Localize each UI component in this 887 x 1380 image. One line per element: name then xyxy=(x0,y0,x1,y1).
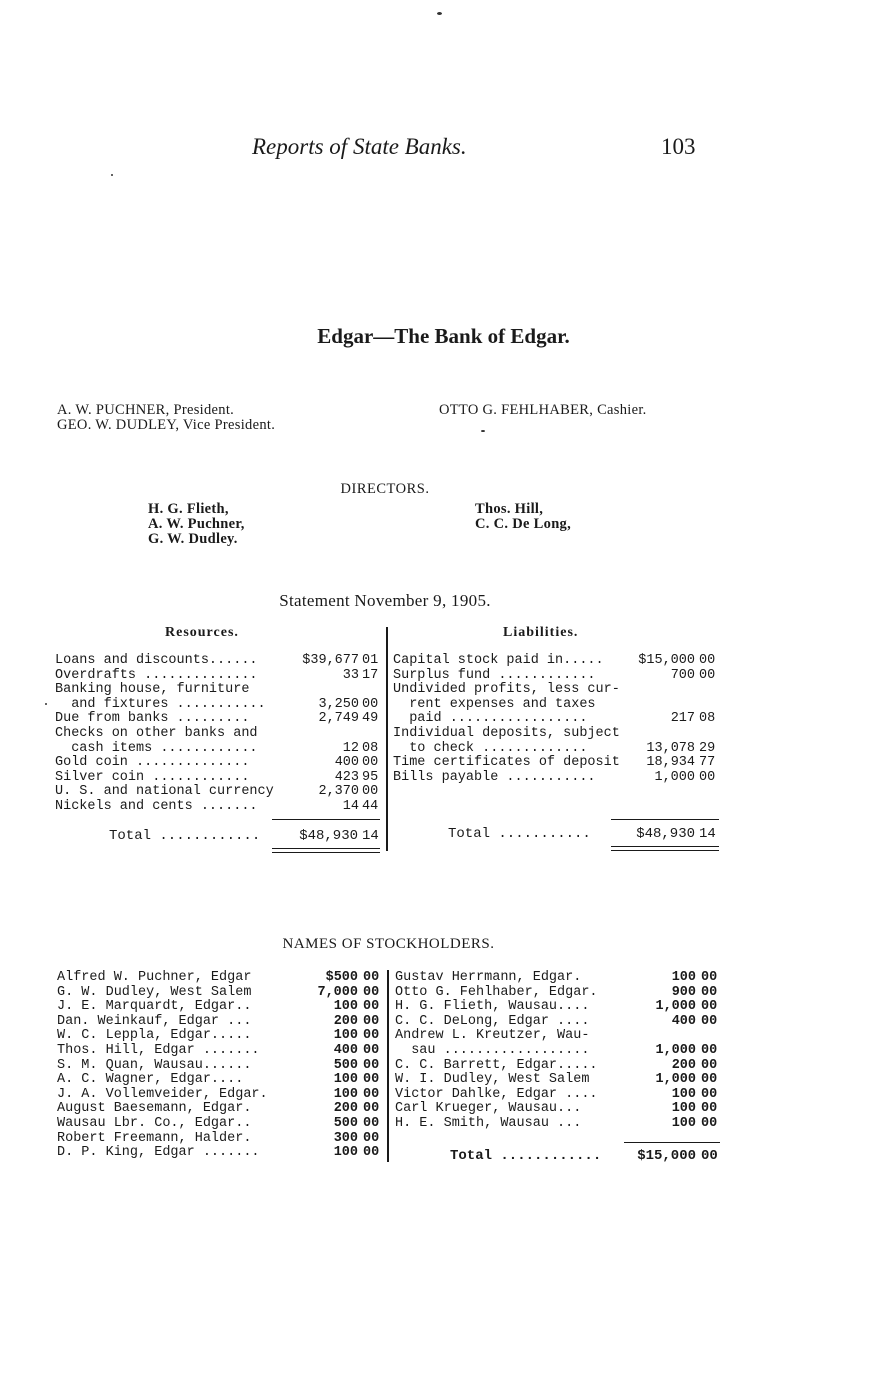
print-speck xyxy=(45,703,47,705)
stockholder-row-dollars: 100 xyxy=(671,1101,696,1117)
stockholder-row xyxy=(395,1088,723,1103)
stockholder-row-dollars: 100 xyxy=(671,1086,696,1102)
stockholder-row-cents: 00 xyxy=(701,970,718,985)
print-speck xyxy=(481,430,485,432)
stockholder-row-cents: 00 xyxy=(363,1043,380,1058)
stockholder-row-dollars: 200 xyxy=(333,1101,358,1117)
liability-row-label: rent expenses and taxes xyxy=(393,696,596,712)
resources-heading: Resources. xyxy=(165,625,239,640)
liability-row-dollars: $15,000 xyxy=(638,653,695,668)
stockholder-row-cents: 00 xyxy=(701,1116,718,1131)
stockholder-row-cents: 00 xyxy=(363,1130,380,1146)
running-title: Reports of State Banks. xyxy=(252,134,467,159)
resource-row-cents: 44 xyxy=(362,799,379,814)
stockholder-row xyxy=(57,986,385,1001)
resource-row-label: U. S. and national currency xyxy=(55,784,274,800)
stockholder-row xyxy=(395,1102,723,1117)
stockholders-total-cents: 00 xyxy=(701,1148,718,1164)
resource-row-label: and fixtures ........... xyxy=(55,696,266,712)
stockholder-row-cents: 00 xyxy=(701,1101,718,1117)
stockholder-row-cents: 00 xyxy=(363,1086,380,1102)
stockholder-row-label: A. C. Wagner, Edgar.... xyxy=(57,1072,244,1088)
stockholder-row-label: H. G. Flieth, Wausau.... xyxy=(395,999,590,1015)
resource-row xyxy=(55,785,385,800)
resource-row xyxy=(55,698,385,713)
stockholder-row-label: Gustav Herrmann, Edgar. xyxy=(395,970,582,985)
stockholder-row-label: S. M. Quan, Wausau...... xyxy=(57,1057,252,1073)
stockholder-row xyxy=(57,1059,385,1074)
stockholder-row-label: Dan. Weinkauf, Edgar ... xyxy=(57,1013,252,1029)
stockholder-row-label: Thos. Hill, Edgar ....... xyxy=(57,1043,260,1058)
liability-row-label: Time certificates of deposit xyxy=(393,755,620,771)
liability-row-dollars: 700 xyxy=(670,667,695,683)
resource-row-label: Gold coin .............. xyxy=(55,755,250,771)
resource-row xyxy=(55,771,385,786)
liabilities-total-label: Total ........... xyxy=(448,826,591,842)
resource-row-label: Overdrafts .............. xyxy=(55,667,258,683)
liability-row-label: Bills payable ........... xyxy=(393,769,596,785)
stockholder-row-label: C. C. DeLong, Edgar .... xyxy=(395,1013,590,1029)
resource-row xyxy=(55,683,385,698)
director-name: H. G. Flieth, xyxy=(148,501,229,517)
liability-row-cents: 29 xyxy=(699,740,716,756)
resources-total-double-rule xyxy=(272,848,380,849)
resource-row-cents: 01 xyxy=(362,653,379,668)
liability-row-label: Capital stock paid in..... xyxy=(393,653,604,668)
stockholder-row-dollars: 1,000 xyxy=(655,999,696,1015)
liability-row xyxy=(393,742,723,757)
stockholder-row-dollars: 200 xyxy=(671,1057,696,1073)
liability-row xyxy=(393,712,723,727)
resource-row-label: cash items ............ xyxy=(55,740,258,756)
resource-row-cents: 00 xyxy=(362,784,379,800)
stockholder-row-cents: 00 xyxy=(701,1072,718,1088)
stockholder-row-cents: 00 xyxy=(363,984,380,1000)
resource-row xyxy=(55,727,385,742)
liabilities-total-double-rule xyxy=(611,850,719,851)
stockholder-row-cents: 00 xyxy=(363,1116,380,1131)
resource-row-label: Banking house, furniture xyxy=(55,682,250,698)
directors-heading: DIRECTORS. xyxy=(340,481,430,497)
liability-row xyxy=(393,654,723,669)
resource-row-dollars: 33 xyxy=(342,667,359,683)
stockholder-row-dollars: 900 xyxy=(671,984,696,1000)
stockholder-row xyxy=(57,1044,385,1059)
resource-row-dollars: $39,677 xyxy=(302,653,359,668)
liability-row xyxy=(393,683,723,698)
officer-cashier: OTTO G. FEHLHABER, Cashier. xyxy=(439,402,647,418)
stockholder-row-dollars: 300 xyxy=(333,1130,358,1146)
resources-total-double-rule xyxy=(272,852,380,853)
stockholder-row-label: Wausau Lbr. Co., Edgar.. xyxy=(57,1116,252,1131)
liabilities-total-double-rule xyxy=(611,846,719,847)
page-number: 103 xyxy=(661,134,696,159)
stockholder-row xyxy=(57,1073,385,1088)
resource-row-cents: 00 xyxy=(362,755,379,771)
stockholder-row xyxy=(57,1117,385,1132)
resource-row-dollars: 2,749 xyxy=(318,711,359,727)
liability-row xyxy=(393,727,723,742)
stockholder-row-dollars: 100 xyxy=(671,1116,696,1131)
resource-row-dollars: 12 xyxy=(342,740,359,756)
liability-row xyxy=(393,756,723,771)
stockholder-row-cents: 00 xyxy=(363,970,380,985)
resource-row-dollars: 3,250 xyxy=(318,696,359,712)
stockholder-row-label: J. E. Marquardt, Edgar.. xyxy=(57,999,252,1015)
stockholder-row-dollars: 400 xyxy=(671,1013,696,1029)
stockholders-column-divider xyxy=(387,970,389,1162)
stockholders-total-rule xyxy=(624,1142,720,1143)
stockholder-row-label: W. I. Dudley, West Salem xyxy=(395,1072,590,1088)
stockholder-row-dollars: 500 xyxy=(333,1116,358,1131)
liability-row-label: paid ................. xyxy=(393,711,588,727)
officer-vice-president: GEO. W. DUDLEY, Vice President. xyxy=(57,417,276,433)
resource-row-dollars: 400 xyxy=(334,755,359,771)
stockholder-row-cents: 00 xyxy=(363,1013,380,1029)
director-name: C. C. De Long, xyxy=(475,516,572,532)
stockholders-total-label: Total ............ xyxy=(450,1148,602,1164)
resource-row-label: Due from banks ......... xyxy=(55,711,250,727)
stockholder-row xyxy=(395,1029,723,1044)
stockholder-row xyxy=(395,1000,723,1015)
officer-president: A. W. PUCHNER, President. xyxy=(57,402,235,418)
stockholder-row xyxy=(57,1015,385,1030)
stockholder-row-dollars: 500 xyxy=(333,1057,358,1073)
resources-total-label: Total ............ xyxy=(109,828,261,844)
stockholder-row-label: C. C. Barrett, Edgar..... xyxy=(395,1057,598,1073)
stockholder-row xyxy=(395,1073,723,1088)
stockholder-row xyxy=(57,1146,385,1161)
stockholder-row-dollars: 100 xyxy=(333,1028,358,1044)
liability-row xyxy=(393,771,723,786)
stockholder-row-dollars: 400 xyxy=(333,1043,358,1058)
liability-row-cents: 00 xyxy=(699,769,716,785)
stockholder-row xyxy=(57,1102,385,1117)
stockholder-row-label: D. P. King, Edgar ....... xyxy=(57,1145,260,1161)
liability-row-label: Individual deposits, subject xyxy=(393,726,620,741)
liability-row-cents: 08 xyxy=(699,711,716,727)
resource-row xyxy=(55,800,385,815)
stockholder-row-label: Alfred W. Puchner, Edgar xyxy=(57,970,252,985)
liability-row-dollars: 1,000 xyxy=(654,769,695,785)
stockholder-row-label: sau .................. xyxy=(395,1043,590,1058)
print-speck xyxy=(437,12,442,15)
director-name: Thos. Hill, xyxy=(475,501,544,517)
resource-row xyxy=(55,712,385,727)
liability-row xyxy=(393,698,723,713)
print-speck xyxy=(111,174,113,176)
resource-row-cents: 49 xyxy=(362,711,379,727)
resource-row-dollars: 2,370 xyxy=(318,784,359,800)
liability-row xyxy=(393,669,723,684)
resource-row xyxy=(55,756,385,771)
stockholder-row-cents: 00 xyxy=(363,1101,380,1117)
stockholder-row-cents: 00 xyxy=(701,999,718,1015)
stockholder-row-cents: 00 xyxy=(363,1057,380,1073)
resource-row-dollars: 423 xyxy=(334,769,359,785)
stockholder-row-label: Carl Krueger, Wausau... xyxy=(395,1101,582,1117)
resource-row-label: Nickels and cents ....... xyxy=(55,799,258,814)
stockholder-row-label: Andrew L. Kreutzer, Wau- xyxy=(395,1028,590,1044)
liability-row-dollars: 217 xyxy=(670,711,695,727)
resource-row xyxy=(55,669,385,684)
liability-row-cents: 00 xyxy=(699,653,716,668)
stockholder-row xyxy=(57,1000,385,1015)
bank-title: Edgar—The Bank of Edgar. xyxy=(317,324,570,348)
resources-total-rule xyxy=(272,819,380,820)
stockholder-row-dollars: 100 xyxy=(333,1072,358,1088)
statement-title: Statement November 9, 1905. xyxy=(279,591,491,610)
stockholder-row xyxy=(57,971,385,986)
liability-row-label: to check ............. xyxy=(393,740,588,756)
liability-row-dollars: 18,934 xyxy=(646,755,695,771)
stockholder-row-cents: 00 xyxy=(701,984,718,1000)
stockholder-row-dollars: 100 xyxy=(333,1145,358,1161)
stockholder-row xyxy=(395,971,723,986)
stockholder-row-dollars: 1,000 xyxy=(655,1072,696,1088)
resource-row-label: Silver coin ............ xyxy=(55,769,250,785)
stockholder-row-dollars: 1,000 xyxy=(655,1043,696,1058)
stockholder-row-cents: 00 xyxy=(701,1086,718,1102)
liability-row-dollars: 13,078 xyxy=(646,740,695,756)
resource-row xyxy=(55,654,385,669)
stockholder-row-cents: 00 xyxy=(363,999,380,1015)
liabilities-heading: Liabilities. xyxy=(503,625,579,640)
stockholder-row-cents: 00 xyxy=(363,1145,380,1161)
liability-row-label: Undivided profits, less cur- xyxy=(393,682,620,698)
stockholder-row-label: August Baesemann, Edgar. xyxy=(57,1101,252,1117)
stockholder-row-cents: 00 xyxy=(363,1072,380,1088)
stockholder-row-dollars: $500 xyxy=(325,970,358,985)
resource-row-cents: 08 xyxy=(362,740,379,756)
resource-row-dollars: 14 xyxy=(342,799,359,814)
liabilities-total-cents: 14 xyxy=(699,826,716,842)
stockholders-total-dollars: $15,000 xyxy=(637,1148,696,1164)
stockholder-row xyxy=(57,1029,385,1044)
stockholder-row-label: Robert Freemann, Halder. xyxy=(57,1130,252,1146)
stockholder-row-cents: 00 xyxy=(363,1028,380,1044)
stockholder-row-label: Otto G. Fehlhaber, Edgar. xyxy=(395,984,598,1000)
stockholder-row-label: J. A. Vollemveider, Edgar. xyxy=(57,1086,268,1102)
stockholder-row-label: G. W. Dudley, West Salem xyxy=(57,984,252,1000)
stockholder-row-dollars: 200 xyxy=(333,1013,358,1029)
stockholder-row-dollars: 100 xyxy=(333,999,358,1015)
stockholder-row xyxy=(395,986,723,1001)
statement-column-divider xyxy=(386,627,388,851)
liability-row-cents: 77 xyxy=(699,755,716,771)
stockholder-row xyxy=(395,1117,723,1132)
stockholder-row-cents: 00 xyxy=(701,1043,718,1058)
resources-total-dollars: $48,930 xyxy=(299,828,358,844)
liabilities-total-dollars: $48,930 xyxy=(636,826,695,842)
stockholder-row-dollars: 100 xyxy=(671,970,696,985)
resource-row-cents: 95 xyxy=(362,769,379,785)
resource-row xyxy=(55,742,385,757)
stockholder-row-dollars: 7,000 xyxy=(317,984,358,1000)
stockholders-heading: NAMES OF STOCKHOLDERS. xyxy=(282,936,495,952)
director-name: A. W. Puchner, xyxy=(148,516,245,532)
resources-total-cents: 14 xyxy=(362,828,379,844)
liabilities-total-rule xyxy=(611,819,719,820)
stockholder-row-dollars: 100 xyxy=(333,1086,358,1102)
liability-row-label: Surplus fund ............ xyxy=(393,667,596,683)
stockholder-row xyxy=(395,1015,723,1030)
resource-row-label: Checks on other banks and xyxy=(55,726,258,741)
stockholder-row-label: H. E. Smith, Wausau ... xyxy=(395,1116,582,1131)
stockholder-row xyxy=(57,1132,385,1147)
stockholder-row xyxy=(57,1088,385,1103)
liability-row-cents: 00 xyxy=(699,667,716,683)
resource-row-cents: 00 xyxy=(362,696,379,712)
stockholder-row xyxy=(395,1044,723,1059)
director-name: G. W. Dudley. xyxy=(148,531,238,547)
resource-row-cents: 17 xyxy=(362,667,379,683)
stockholder-row-cents: 00 xyxy=(701,1013,718,1029)
resource-row-label: Loans and discounts...... xyxy=(55,653,258,668)
stockholder-row-label: Victor Dahlke, Edgar .... xyxy=(395,1086,598,1102)
stockholder-row-cents: 00 xyxy=(701,1057,718,1073)
stockholder-row-label: W. C. Leppla, Edgar..... xyxy=(57,1028,252,1044)
stockholder-row xyxy=(395,1059,723,1074)
